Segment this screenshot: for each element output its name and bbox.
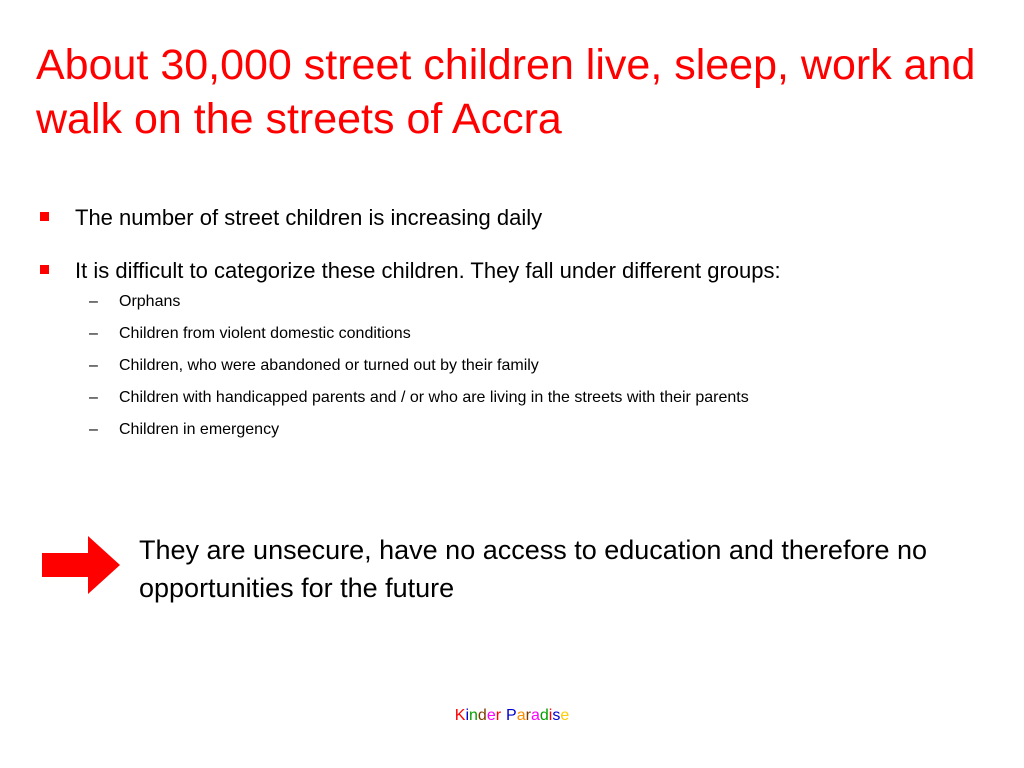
right-arrow-icon xyxy=(42,536,120,594)
dash-icon: – xyxy=(89,325,98,342)
sub-bullet-text: Children from violent domestic conditions xyxy=(119,325,411,342)
sub-bullet-text: Children, who were abandoned or turned out by their family xyxy=(119,357,539,374)
arrow-shape xyxy=(42,536,120,594)
sub-bullet-item xyxy=(75,388,966,408)
bullet-item xyxy=(36,255,966,440)
sub-bullet-text: Orphans xyxy=(119,293,181,310)
bullet-text: The number of street children is increasing daily xyxy=(75,205,543,230)
logo-letter: a xyxy=(516,707,526,724)
sub-bullet-text: Children in emergency xyxy=(119,421,280,438)
bullet-list xyxy=(36,202,966,440)
logo-letter: r xyxy=(525,707,531,724)
bullet-item xyxy=(36,202,966,233)
logo-letter: i xyxy=(465,707,469,724)
dash-icon: – xyxy=(89,357,98,374)
sub-bullet-item xyxy=(75,356,966,376)
sub-bullet-item xyxy=(75,292,966,312)
bullet-text: It is difficult to categorize these children. They fall under different groups: xyxy=(75,258,781,283)
logo-letter: d xyxy=(477,707,487,724)
sub-bullet-item xyxy=(75,420,966,440)
logo-letter: s xyxy=(552,707,561,724)
logo-letter: P xyxy=(506,707,517,724)
dash-icon: – xyxy=(89,421,98,438)
logo-letter: e xyxy=(560,707,570,724)
slide-title: About 30,000 street children live, sleep, work and walk on the streets of Accra xyxy=(36,41,976,143)
dash-icon: – xyxy=(89,293,98,310)
kinder-paradise-logo xyxy=(0,706,1024,726)
logo-letter: a xyxy=(530,707,540,724)
logo-letter: r xyxy=(495,707,502,724)
logo-letter: K xyxy=(454,707,466,724)
sub-bullet-text: Children with handicapped parents and / or who are living in the streets with their parents xyxy=(119,389,749,406)
sub-bullet-item xyxy=(75,324,966,344)
conclusion-text: They are unsecure, have no access to education and therefore no opportunities for the future xyxy=(139,535,928,603)
logo-letter: e xyxy=(486,707,496,724)
sub-bullet-list xyxy=(75,292,966,440)
dash-icon: – xyxy=(89,389,98,406)
logo-letter: d xyxy=(539,707,549,724)
square-bullet-icon xyxy=(40,212,49,221)
logo-letter: i xyxy=(548,707,553,724)
logo-letter: n xyxy=(469,707,478,724)
square-bullet-icon xyxy=(40,265,49,274)
